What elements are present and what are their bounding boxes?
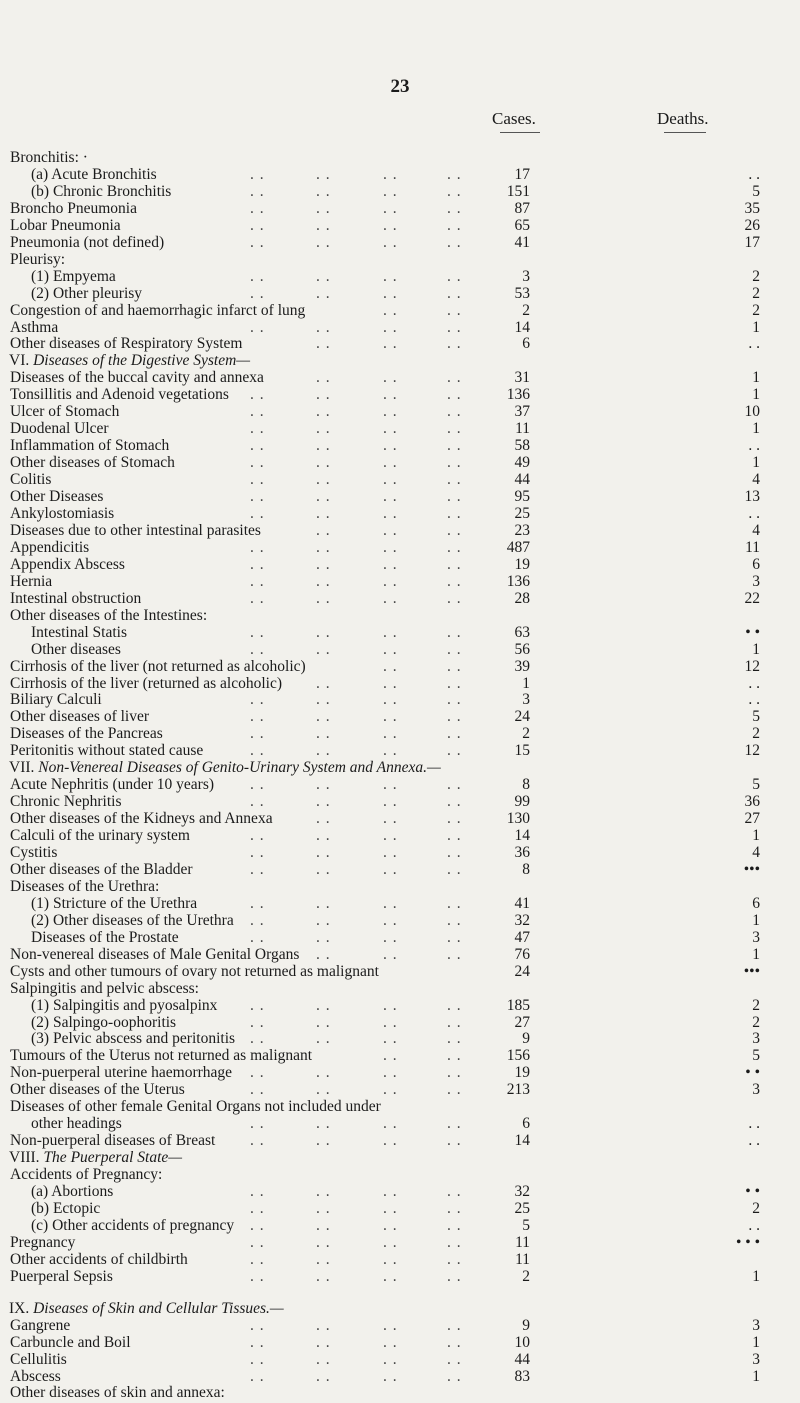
cases-cell: 24 [514,962,530,980]
table-row: Diseases of the Pancreas . . . . . . . . 2 2 [10,725,760,743]
cases-cell: 487 [506,538,530,556]
table-row: Other diseases of liver . . . . . . . . 24 5 [10,708,760,726]
cases-cell: 9 [522,1030,530,1048]
deaths-cell: 1 [752,827,760,844]
section-title: Diseases of the Digestive System— [33,352,251,370]
row-label-text: (c) Other accidents of pregnancy [31,1216,235,1234]
cases-cell: 32 [514,911,530,929]
table-row: Other Diseases . . . . . . . . 95 13 [10,488,760,505]
table-row: Cystitis . . . . . . . . 36 4 [10,844,760,861]
row-label-text: Pregnancy [10,1233,76,1251]
cases-cell: 53 [514,284,530,302]
deaths-header-rule [664,132,706,133]
row-label-text: (2) Salpingo-oophoritis [31,1013,177,1031]
row-label-text: (2) Other pleurisy [31,284,143,302]
table-row: (b) Ectopic . . . . . . . . 25 2 [31,1199,760,1217]
cases-cell: 41 [514,233,530,251]
deaths-cell: 2 [752,725,760,743]
row-label-text: (b) Chronic Bronchitis [31,182,172,200]
deaths-cell: 3 [752,572,760,590]
cases-cell: 56 [514,640,530,658]
row-label-text: Cirrhosis of the liver (not returned as alcoholic) [10,657,306,675]
cases-cell: 23 [514,521,530,539]
row-label-text: Gangrene [10,1316,71,1334]
cases-cell: 8 [522,860,530,878]
deaths-cell: 1 [752,454,760,472]
cases-cell: 37 [514,403,530,421]
deaths-cell: 13 [744,488,760,505]
row-label-text: Pleurisy: [10,250,66,268]
deaths-cell: 27 [744,810,760,828]
table-row: Carbuncle and Boil . . . . . . . . 10 1 [10,1333,760,1351]
cases-cell: 36 [514,844,530,861]
deaths-cell: 17 [744,233,760,251]
section-title: Non-Venereal Diseases of Genito-Urinary System and Annexa.— [38,759,441,777]
page-number: 23 [390,76,410,97]
deaths-cell: • • [745,1064,760,1082]
row-label-text: Other diseases of skin and annexa: [10,1384,225,1402]
row-label-text: Other diseases of the Kidneys and Annexa [10,810,273,828]
deaths-cell: 3 [752,1081,760,1099]
cases-cell: 10 [514,1333,530,1351]
row-label-text: Accidents of Pregnancy: [10,1166,163,1183]
table-row: Tumours of the Uterus not returned as malignant . . . . 156 5 [10,1047,760,1065]
table-row: Other diseases of Respiratory System . . . . . . 6 . . [10,335,760,353]
table-row: Non-venereal diseases of Male Genital Organs . . . . . . 76 1 [10,945,760,963]
deaths-cell: . . [748,504,760,522]
deaths-cell: 22 [744,589,760,607]
cases-cell: 58 [514,437,530,455]
deaths-cell: 3 [752,1350,760,1368]
table-row: Other accidents of childbirth . . . . . . . . 11 [10,1250,530,1268]
cases-cell: 83 [514,1367,530,1385]
row-label-text: VII. [9,759,35,777]
cases-cell: 28 [514,589,530,607]
deaths-cell: . . [748,1216,760,1234]
deaths-cell: 2 [752,1199,760,1217]
deaths-cell: 6 [752,894,760,912]
deaths-cell: ••• [743,860,760,878]
deaths-cell: • • • [735,1233,760,1251]
row-label-text: (1) Salpingitis and pyosalpinx [31,996,218,1014]
row-label-text: Diseases of the Prostate [31,928,179,946]
deaths-cell: 1 [752,1367,760,1385]
table-row: Inflammation of Stomach . . . . . . . . 58 . . [10,437,760,455]
row-label-text: Other diseases of Stomach [10,454,175,472]
table-row: other headings . . . . . . . . 6 . . [31,1115,760,1133]
deaths-cell: 2 [752,1013,760,1031]
row-label-text: Duodenal Ulcer [10,420,109,438]
table-row: Broncho Pneumonia . . . . . . . . 87 35 [10,199,760,217]
table-row: Diseases of the buccal cavity and annexa . . . . . . 31 1 [10,369,760,387]
table-row: Asthma . . . . . . . . 14 1 [10,318,760,336]
table-row: Peritonitis without stated cause . . . . . . . . 15 12 [10,742,760,760]
row-label-text: Colitis [10,471,52,488]
row-label-text: Bronchitis: · [10,149,88,166]
row-label-text: VI. [9,352,30,370]
row-label-text: Pneumonia (not defined) [10,233,165,251]
row-label-text: Lobar Pneumonia [10,216,121,234]
cases-cell: 136 [506,572,530,590]
table-row: Non-puerperal diseases of Breast . . . . . . . . 14 . . [10,1132,760,1150]
table-row: Pneumonia (not defined) . . . . . . . . 41 17 [10,233,760,251]
row-label-text: Appendicitis [10,538,90,556]
deaths-cell: 1 [752,318,760,336]
cases-cell: 76 [514,945,530,963]
row-label-text: Tonsillitis and Adenoid vegetations [10,386,229,404]
deaths-cell: 26 [744,216,760,234]
deaths-cell: 1 [752,911,760,929]
deaths-cell: . . [748,335,760,353]
section-title: Diseases of Skin and Cellular Tissues.— [33,1299,284,1317]
row-label-text: Non-puerperal uterine haemorrhage [10,1064,233,1082]
row-label-text: Chronic Nephritis [10,793,122,811]
table-row: Diseases of the Prostate . . . . . . . . 47 3 [31,928,760,946]
row-label-text: (a) Acute Bronchitis [31,165,157,183]
deaths-cell: 4 [752,521,760,539]
table-row: Diseases due to other intestinal parasites . . . . . . 23 4 [10,521,760,539]
deaths-cell: 10 [744,403,760,421]
deaths-cell: 3 [752,1316,760,1334]
cases-cell: 8 [522,776,530,794]
cases-cell: 136 [506,386,530,404]
cases-cell: 156 [506,1047,530,1065]
row-label-text: (1) Empyema [31,267,116,285]
cases-cell: 9 [522,1316,530,1334]
row-label-text: Other diseases of Respiratory System [10,335,243,353]
cases-cell: 6 [522,335,530,353]
deaths-cell: 4 [752,844,760,861]
row-label-text: Diseases of the Pancreas [10,725,163,743]
deaths-cell: . . [748,1115,760,1133]
cases-cell: 27 [514,1013,530,1031]
deaths-cell: . . [748,1132,760,1150]
table-row: Other diseases of the Uterus . . . . . . . . 213 3 [10,1081,760,1099]
table-row: Biliary Calculi . . . . . . . . 3 . . [10,691,760,709]
cases-cell: 15 [514,742,530,760]
table-row: (1) Stricture of the Urethra . . . . . . . . 41 6 [31,894,760,912]
table-row: Other diseases of the Bladder . . . . . . . . 8 ••• [10,860,760,878]
table-row: Ankylostomiasis . . . . . . . . 25 . . [10,504,760,522]
cases-cell: 31 [514,369,530,387]
table-row: Cirrhosis of the liver (not returned as alcoholic) . . . . 39 12 [10,657,760,675]
table-row: (b) Chronic Bronchitis . . . . . . . . 151 5 [31,182,760,200]
cases-cell: 95 [514,488,530,505]
row-label-text: Asthma [10,318,59,336]
deaths-cell: 35 [744,199,760,217]
row-label-text: Hernia [10,572,53,590]
row-label-text: Cellulitis [10,1350,67,1368]
cases-cell: 130 [506,810,530,828]
deaths-cell: 36 [744,793,760,811]
table-row: (2) Other diseases of the Urethra . . . . . . . . 32 1 [31,911,760,929]
row-label-text: Tumours of the Uterus not returned as malignant [10,1047,313,1065]
cases-cell: 3 [522,691,530,709]
table-row: Appendicitis . . . . . . . . 487 11 [10,538,760,556]
row-label-text: Calculi of the urinary system [10,827,190,844]
table-row: (c) Other accidents of pregnancy . . . . . . . . 5 . . [31,1216,760,1234]
cases-cell: 24 [514,708,530,726]
cases-cell: 19 [514,1064,530,1082]
cases-cell: 17 [514,165,530,183]
cases-cell: 99 [514,793,530,811]
row-label-text: Other diseases of the Bladder [10,860,193,878]
row-label-text: VIII. [9,1149,40,1167]
row-label-text: Ankylostomiasis [10,504,115,522]
cases-cell: 87 [514,199,530,217]
cases-cell: 41 [514,894,530,912]
cases-cell: 2 [522,1267,530,1285]
deaths-cell: • • [745,623,760,641]
cases-cell: 2 [522,725,530,743]
cases-header-rule [500,132,540,133]
row-label-text: Diseases of the buccal cavity and annexa [10,369,264,387]
row-label-text: Carbuncle and Boil [10,1333,131,1351]
cases-cell: 49 [514,454,530,472]
table-row: Hernia . . . . . . . . 136 3 [10,572,760,590]
row-label-text: Intestinal Statis [31,623,128,641]
cases-cell: 11 [515,1233,530,1251]
row-label-text: Abscess [10,1367,61,1385]
cases-cell: 25 [514,1199,530,1217]
row-label-text: Other accidents of childbirth [10,1250,188,1268]
cases-cell: 47 [514,928,530,946]
deaths-cell: . . [748,674,760,692]
deaths-cell: 4 [752,471,760,488]
cases-cell: 2 [522,301,530,319]
deaths-cell: 1 [752,369,760,387]
cases-cell: 63 [514,623,530,641]
cases-cell: 39 [514,657,530,675]
table-row: Intestinal obstruction . . . . . . . . 28 22 [10,589,760,607]
deaths-cell: . . [748,691,760,709]
table-row: Acute Nephritis (under 10 years) . . . . . . . . 8 5 [10,776,760,794]
table-row: Chronic Nephritis . . . . . . . . 99 36 [10,793,760,811]
table-row: Lobar Pneumonia . . . . . . . . 65 26 [10,216,760,234]
row-label-text: Appendix Abscess [10,555,125,573]
row-label-text: (1) Stricture of the Urethra [31,894,198,912]
row-label-text: Cysts and other tumours of ovary not returned as malignant [10,962,379,980]
table-row: (a) Acute Bronchitis . . . . . . . . 17 . . [31,165,760,183]
row-label-text: Biliary Calculi [10,691,102,709]
row-label-text: (2) Other diseases of the Urethra [31,911,234,929]
cases-cell: 213 [506,1081,530,1099]
deaths-cell: 1 [752,945,760,963]
deaths-cell: 6 [752,555,760,573]
cases-cell: 19 [514,555,530,573]
deaths-cell: 1 [752,420,760,438]
cases-cell: 65 [514,216,530,234]
table-row: Puerperal Sepsis . . . . . . . . 2 1 [10,1267,760,1285]
table-row: Abscess . . . . . . . . 83 1 [10,1367,760,1385]
table-row: Calculi of the urinary system . . . . . . . . 14 1 [10,827,760,844]
deaths-cell: 5 [752,1047,760,1065]
row-label-text: Non-venereal diseases of Male Genital Organs [10,945,300,963]
cases-cell: 1 [522,674,530,692]
row-label-text: Cystitis [10,844,58,861]
table-row: Colitis . . . . . . . . 44 4 [10,471,760,488]
row-label [10,1267,113,1287]
table-row: Congestion of and haemorrhagic infarct of lung . . . . 2 2 [10,301,760,319]
table-row: Duodenal Ulcer . . . . . . . . 11 1 [10,420,760,438]
row-label-text: other headings [31,1115,122,1133]
deaths-column-header: Deaths. [657,109,709,128]
cases-cell: 3 [522,267,530,285]
row-label [10,1383,225,1403]
cases-column-header: Cases. [492,109,536,128]
cases-cell: 32 [514,1183,530,1200]
row-label-text: Intestinal obstruction [10,589,142,607]
table-row: Cirrhosis of the liver (returned as alcoholic) . . . . . . 1 . . [10,674,760,692]
deaths-cell: 2 [752,996,760,1014]
deaths-cell: 1 [752,386,760,404]
table-row [0,1383,800,1403]
row-label-text: Cirrhosis of the liver (returned as alcoholic) [10,674,283,692]
row-label-text: Salpingitis and pelvic abscess: [10,979,199,997]
row-label-text: Diseases of other female Genital Organs not included under [10,1098,381,1116]
table-row: Pregnancy . . . . . . . . 11 • • • [10,1233,760,1251]
cases-cell: 14 [514,1132,530,1150]
row-label-text: Puerperal Sepsis [10,1267,113,1285]
table-row: (2) Salpingo-oophoritis . . . . . . . . 27 2 [31,1013,760,1031]
deaths-cell: • • [745,1183,760,1200]
row-label-text: IX. [9,1299,30,1317]
cases-cell: 185 [506,996,530,1014]
row-label-text: Other Diseases [10,488,104,505]
table-row: (3) Pelvic abscess and peritonitis . . . . . . . . 9 3 [31,1030,760,1048]
table-row: Non-puerperal uterine haemorrhage . . . . . . . . 19 • • [10,1064,760,1082]
deaths-cell: 3 [752,1030,760,1048]
cases-cell: 44 [514,471,530,488]
deaths-cell: 5 [752,182,760,200]
row-label-text: Other diseases of the Uterus [10,1081,185,1099]
row-label-text: Diseases of the Urethra: [10,877,160,895]
deaths-cell: . . [748,165,760,183]
table-row: Gangrene . . . . . . . . 9 3 [10,1316,760,1334]
row-label-text: Ulcer of Stomach [10,403,120,421]
deaths-cell: ••• [743,962,760,980]
row-label-text: Peritonitis without stated cause [10,742,204,760]
deaths-cell: 5 [752,708,760,726]
deaths-cell: 2 [752,284,760,302]
cases-cell: 14 [514,318,530,336]
cases-cell: 11 [515,420,530,438]
table-row: (a) Abortions . . . . . . . . 32 • • [31,1183,760,1200]
section-title: The Puerperal State— [43,1149,183,1167]
deaths-cell: 5 [752,776,760,794]
table-row: Intestinal Statis . . . . . . . . 63 • • [31,623,760,641]
row-label-text: (b) Ectopic [31,1199,101,1217]
table-row: Ulcer of Stomach . . . . . . . . 37 10 [10,403,760,421]
row-label-text: Other diseases of the Intestines: [10,606,208,624]
row-label-text: Congestion of and haemorrhagic infarct of lung [10,301,306,319]
deaths-cell: . . [748,437,760,455]
deaths-cell: 3 [752,928,760,946]
cases-cell: 5 [522,1216,530,1234]
table-row: Other diseases of Stomach . . . . . . . . 49 1 [10,454,760,472]
row-label-text: Other diseases of liver [10,708,150,726]
cases-cell: 14 [514,827,530,844]
row-label-text: Inflammation of Stomach [10,437,170,455]
row-label-text: Broncho Pneumonia [10,199,137,217]
cases-cell: 11 [515,1250,530,1268]
table-row: Other diseases of the Kidneys and Annexa . . . . . . 130 27 [10,810,760,828]
table-row: (1) Empyema . . . . . . . . 3 2 [31,267,760,285]
row-label-text: Other diseases [31,640,121,658]
cases-cell: 6 [522,1115,530,1133]
cases-cell: 44 [514,1350,530,1368]
deaths-cell: 1 [752,1267,760,1285]
table-row: Appendix Abscess . . . . . . . . 19 6 [10,555,760,573]
table-row: Cellulitis . . . . . . . . 44 3 [10,1350,760,1368]
deaths-cell: 12 [744,742,760,760]
row-label-text: Non-puerperal diseases of Breast [10,1132,216,1150]
table-row: Tonsillitis and Adenoid vegetations . . . . . . . . 136 1 [10,386,760,404]
deaths-cell: 12 [744,657,760,675]
row-label-text: (a) Abortions [31,1183,114,1200]
deaths-cell: 1 [752,640,760,658]
row-label-text: Diseases due to other intestinal parasites [10,521,261,539]
table-row: (1) Salpingitis and pyosalpinx . . . . . . . . 185 2 [31,996,760,1014]
cases-cell: 25 [514,504,530,522]
deaths-cell: 11 [745,538,760,556]
row-label-text: Acute Nephritis (under 10 years) [10,776,215,794]
deaths-cell: 1 [752,1333,760,1351]
deaths-cell: 2 [752,267,760,285]
deaths-cell: 2 [752,301,760,319]
cases-cell: 151 [506,182,530,200]
table-row: (2) Other pleurisy . . . . . . . . 53 2 [31,284,760,302]
table-row: Other diseases . . . . . . . . 56 1 [31,640,760,658]
row-label-text: (3) Pelvic abscess and peritonitis [31,1030,236,1048]
